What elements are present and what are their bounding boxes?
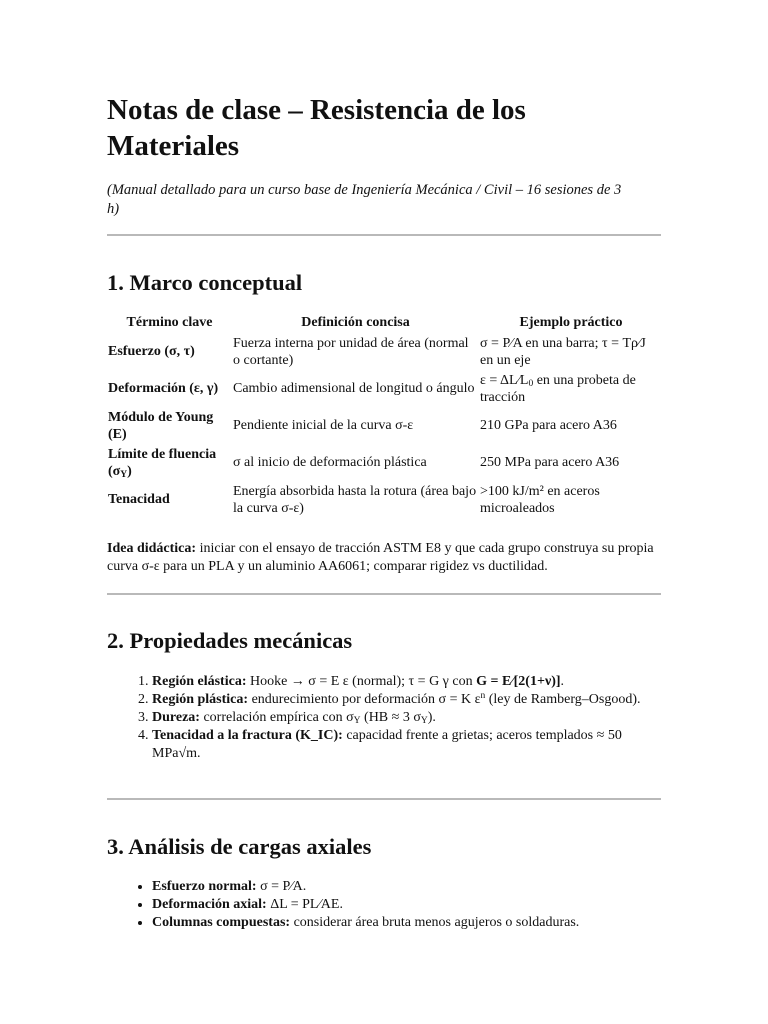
list-item: 2. Región plástica: endurecimiento por deformación σ = K $\varepsilon^n$ (ley de Ramberg–Osgood).: [152, 691, 672, 709]
table-row: [107, 408, 663, 445]
section-heading-propiedades-mecanicas: 2. Propiedades mecánicas: [107, 628, 353, 653]
table-row: [107, 482, 663, 519]
example-cell: $\varepsilon = \Delta L⁄L_0$ en una probeta de tracción: [480, 372, 636, 405]
definition-cell: Pendiente inicial de la curva σ-ε: [233, 418, 414, 434]
list-item: 1. Región elástica: Hooke → σ = E ε (normal); τ = G γ con G = E⁄[2(1+ν)].: [152, 673, 672, 691]
section-heading-cargas-axiales: 3. Análisis de cargas axiales: [107, 834, 372, 859]
page-title: Notas de clase – Resistencia de los Materiales: [107, 94, 526, 162]
table-row: [107, 371, 663, 408]
column-header: Ejemplo práctico: [519, 315, 623, 330]
divider: [107, 234, 661, 236]
column-header: Definición concisa: [301, 315, 410, 330]
list-item: • Columnas compuestas: considerar área bruta menos agujeros o soldaduras.: [152, 914, 672, 932]
column-header: Término clave: [126, 315, 213, 330]
page-subtitle: (Manual detallado para un curso base de Ingeniería Mecánica / Civil – 16 sesiones de 3 h): [107, 182, 622, 217]
table-row: [107, 334, 663, 371]
terms-table: [107, 313, 663, 519]
example-cell: >100 kJ/m² en aceros microaleados: [480, 483, 600, 516]
list-item: • Esfuerzo normal: σ = P⁄A.: [152, 878, 672, 896]
definition-cell: σ al inicio de deformación plástica: [233, 455, 427, 471]
list-item: 4. Tenacidad a la fractura (K_IC): capacidad frente a grietas; aceros templados ≈ 50 MPa√m.: [152, 727, 672, 763]
note-text: iniciar con el ensayo de tracción ASTM E8 y que cada grupo construya su propia curva σ-ε para un PLA y un aluminio AA6061; comparar rigidez vs ductilidad.: [107, 541, 654, 574]
table-header-row: [107, 313, 663, 334]
definition-cell: Fuerza interna por unidad de área (normal o cortante): [233, 335, 469, 368]
list-item: • Deformación axial: ΔL = PL⁄AE.: [152, 896, 672, 914]
properties-list: [107, 673, 672, 763]
term-cell: Esfuerzo (σ, τ): [108, 344, 195, 360]
axial-loads-list: [107, 878, 672, 932]
term-cell: Módulo de Young (E): [108, 409, 214, 442]
section-heading-marco-conceptual: 1. Marco conceptual: [107, 270, 303, 295]
divider: [107, 798, 661, 800]
definition-cell: Cambio adimensional de longitud o ángulo: [233, 381, 475, 397]
example-cell: σ = P⁄A en una barra; τ = Tρ⁄J en un eje: [480, 335, 646, 368]
didactic-note: [107, 540, 663, 576]
term-cell: Tenacidad: [108, 492, 170, 508]
definition-cell: Energía absorbida hasta la rotura (área bajo la curva σ-ε): [233, 483, 477, 516]
example-cell: 250 MPa para acero A36: [480, 455, 620, 471]
example-cell: 210 GPa para acero A36: [480, 418, 617, 434]
term-cell: Límite de fluencia $(\sigma_Y)$: [108, 446, 217, 480]
table-row: [107, 445, 663, 482]
list-item: 3. Dureza: correlación empírica con $\sigma_Y$ (HB ≈ 3 $\sigma_Y$).: [152, 709, 672, 727]
divider: [107, 593, 661, 595]
note-label: Idea didáctica:: [107, 541, 197, 556]
term-cell: Deformación (ε, γ): [108, 381, 219, 397]
